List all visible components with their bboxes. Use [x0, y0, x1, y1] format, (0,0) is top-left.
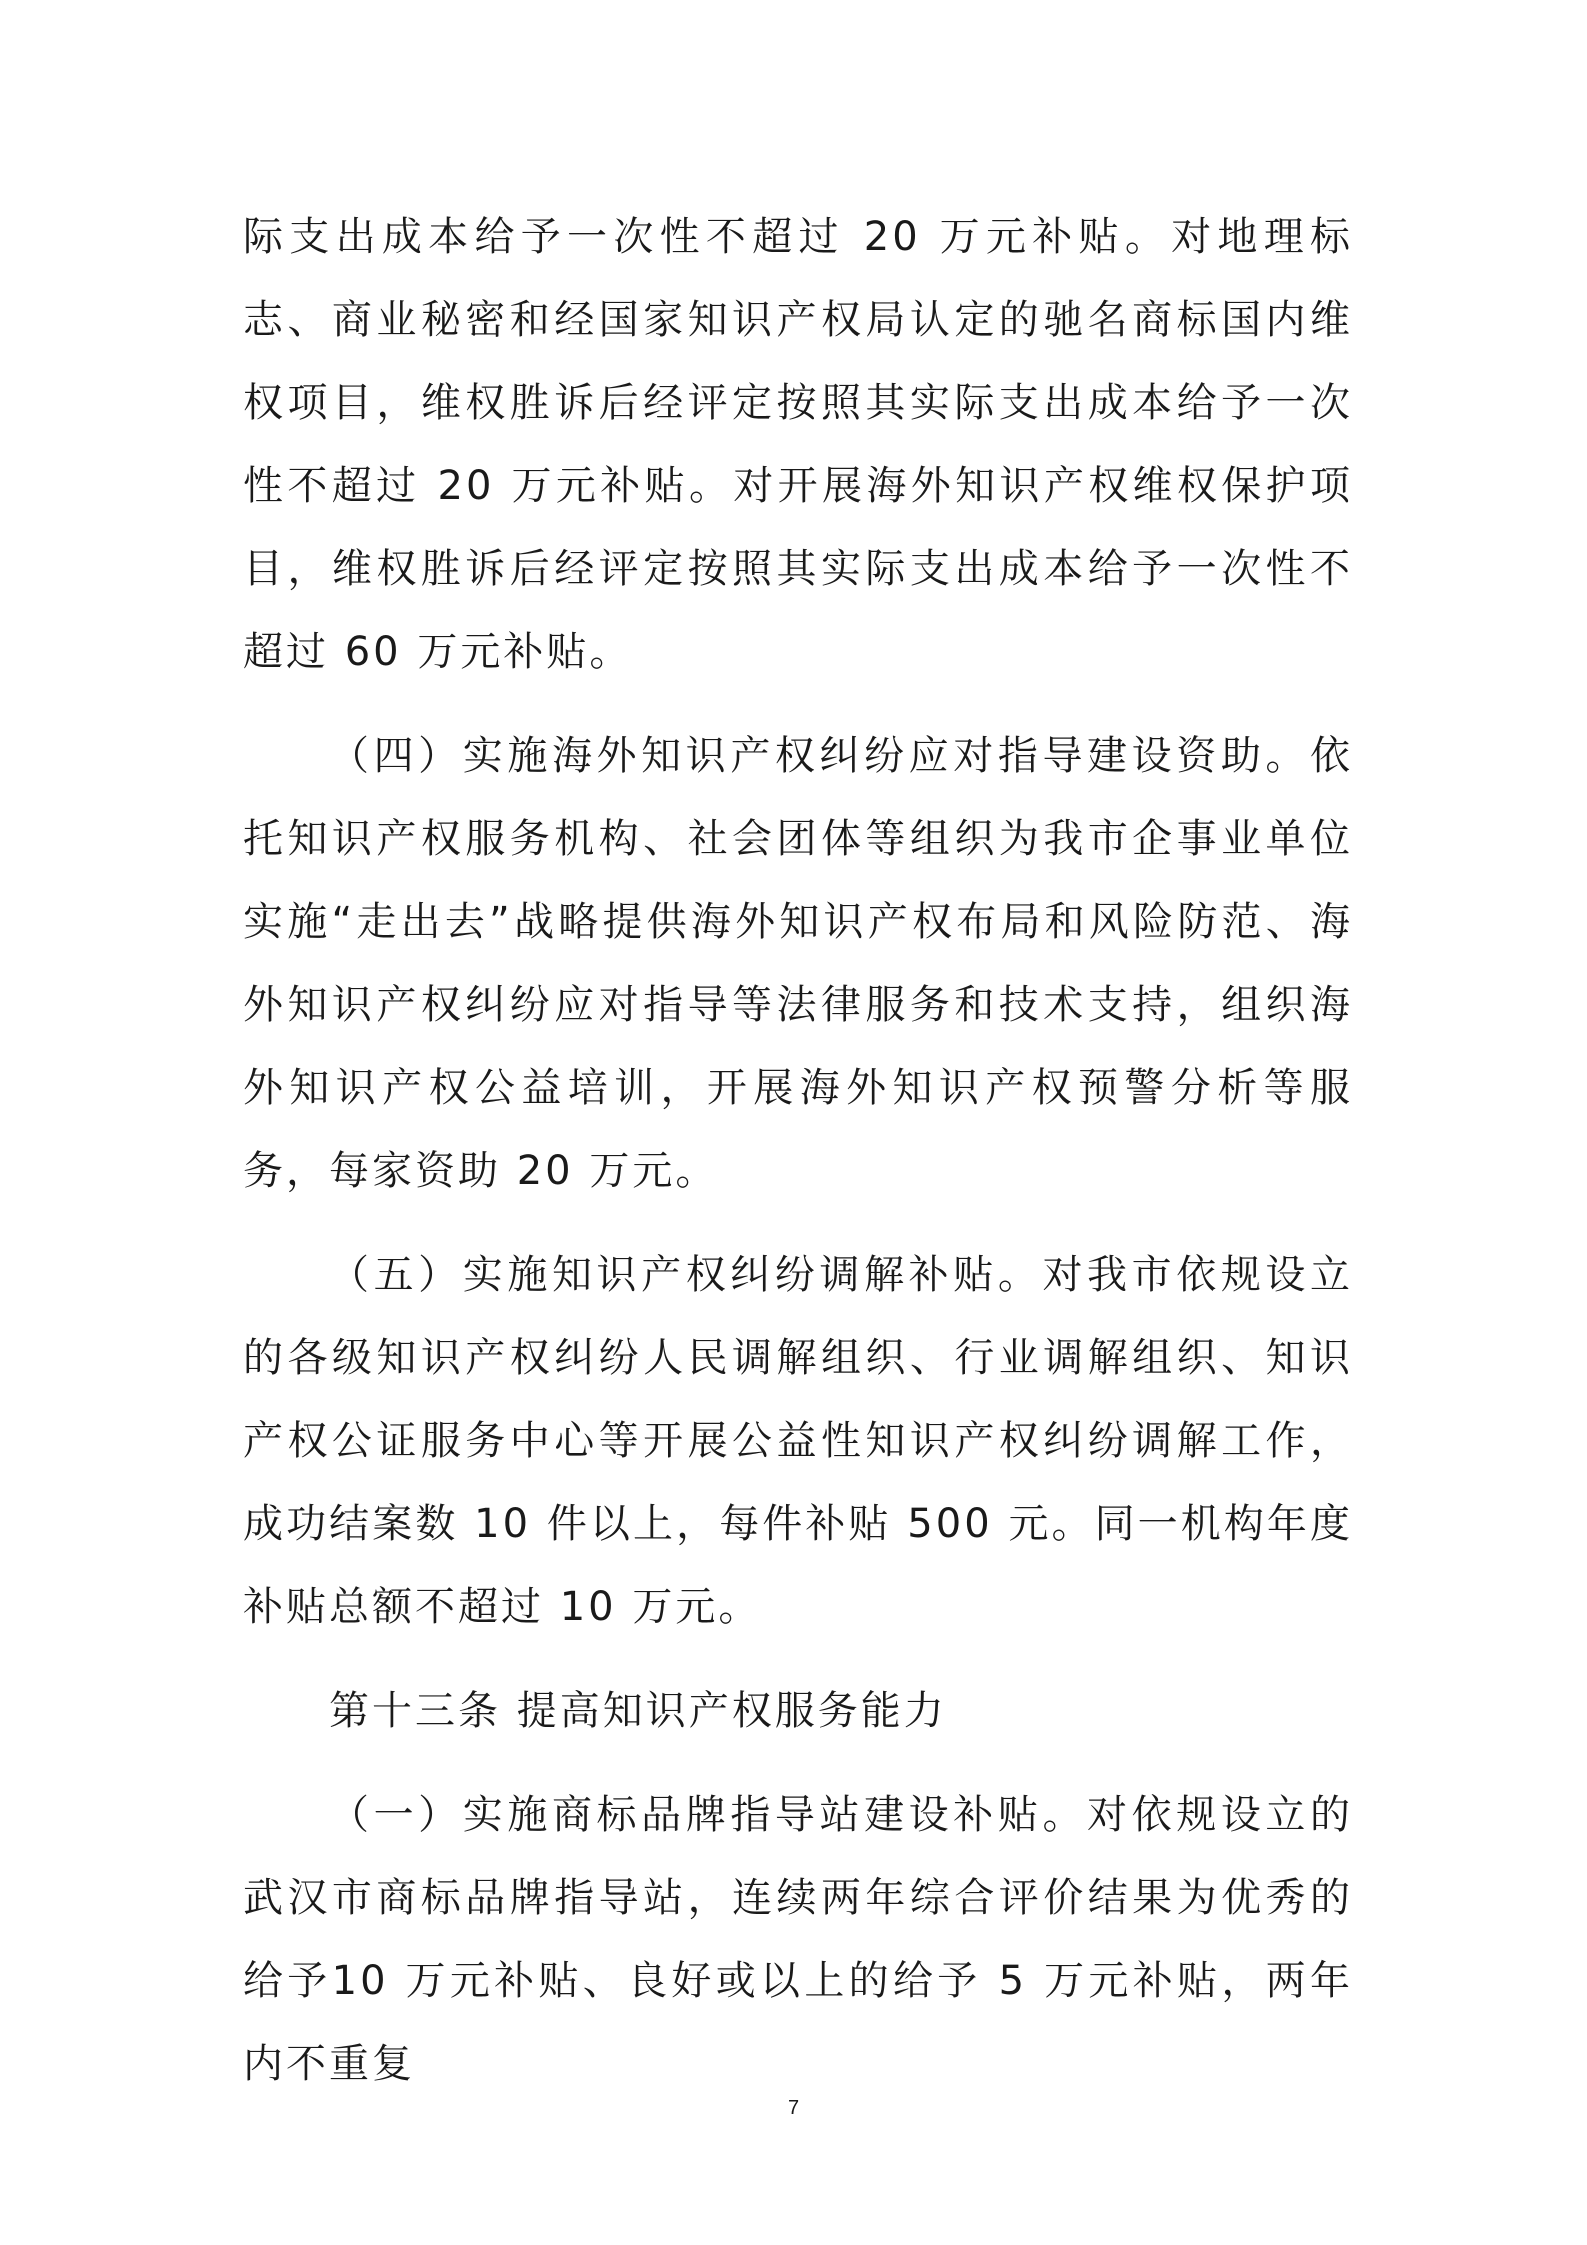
page-number: 7: [787, 2097, 800, 2119]
paragraph-item-1: （一）实施商标品牌指导站建设补贴。对依规设立的武汉市商标品牌指导站，连续两年综合评价结果为优秀的给予10 万元补贴、良好或以上的给予 5 万元补贴，两年内不重复: [243, 1792, 1353, 2087]
paragraph-item-5: （五）实施知识产权纠纷调解补贴。对我市依规设立的各级知识产权纠纷人民调解组织、行业调解组织、知识产权公证服务中心等开展公益性知识产权纠纷调解工作，成功结案数 10 件以上，每件补贴 500 元。同一机构年度补贴总额不超过 10 万元。: [243, 1252, 1353, 1630]
article-heading: 第十三条 提高知识产权服务能力: [329, 1688, 947, 1734]
paragraph-item-4: （四）实施海外知识产权纠纷应对指导建设资助。依托知识产权服务机构、社会团体等组织为我市企事业单位实施“走出去”战略提供海外知识产权布局和风险防范、海外知识产权纠纷应对指导等法律服务和技术支持，组织海外知识产权公益培训，开展海外知识产权预警分析等服务，每家资助 20 万元。: [243, 733, 1353, 1194]
paragraph-continuation: 际支出成本给予一次性不超过 20 万元补贴。对地理标志、商业秘密和经国家知识产权局认定的驰名商标国内维权项目，维权胜诉后经评定按照其实际支出成本给予一次性不超过 20 万元补贴。对开展海外知识产权维权保护项目，维权胜诉后经评定按照其实际支出成本给予一次性不超过 60 万元补贴。: [243, 214, 1353, 675]
document-body: [243, 196, 1353, 2106]
